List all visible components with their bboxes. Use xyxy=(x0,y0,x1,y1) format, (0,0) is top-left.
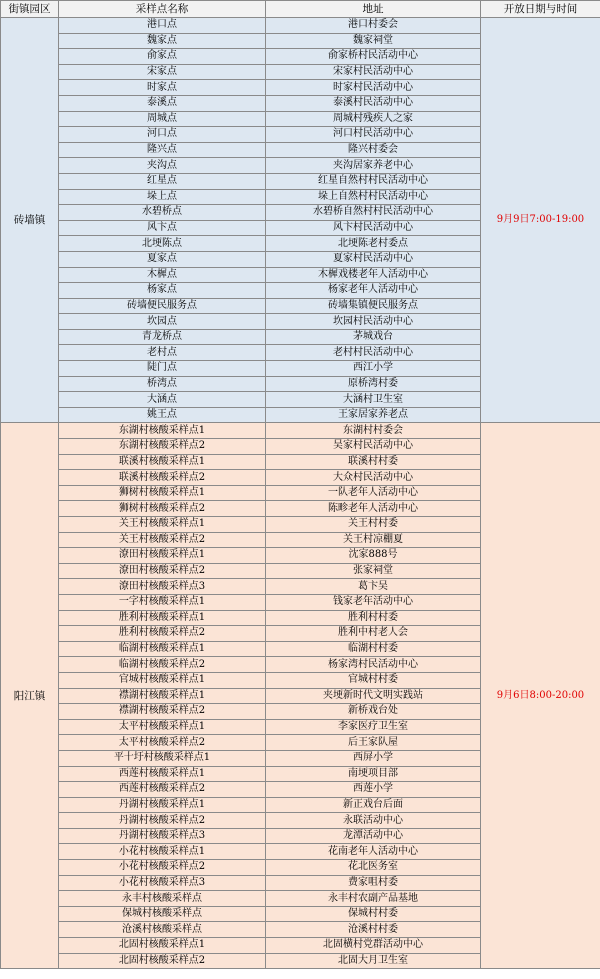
site-name-cell: 东湖村核酸采样点1 xyxy=(59,423,266,439)
address-cell: 时家村民活动中心 xyxy=(266,80,481,96)
site-name-cell: 关王村核酸采样点1 xyxy=(59,517,266,533)
address-cell: 新正戏台后面 xyxy=(266,797,481,813)
town-cell: 砖墙镇 xyxy=(1,18,59,423)
address-cell: 夹沟居家养老中心 xyxy=(266,158,481,174)
address-cell: 胜利中村老人会 xyxy=(266,626,481,642)
site-name-cell: 时家点 xyxy=(59,80,266,96)
header-town: 街镇园区 xyxy=(1,1,59,18)
address-cell: 俞家桥村民活动中心 xyxy=(266,49,481,65)
address-cell: 原桥湾村委 xyxy=(266,376,481,392)
site-name-cell: 沧溪村核酸采样点 xyxy=(59,922,266,938)
site-name-cell: 陡门点 xyxy=(59,361,266,377)
address-cell: 南埂项目部 xyxy=(266,766,481,782)
address-cell: 东湖村村委会 xyxy=(266,423,481,439)
site-name-cell: 襟湖村核酸采样点2 xyxy=(59,704,266,720)
site-name-cell: 红星点 xyxy=(59,173,266,189)
address-cell: 新桥戏台处 xyxy=(266,704,481,720)
site-name-cell: 水碧桥点 xyxy=(59,205,266,221)
site-name-cell: 一字村核酸采样点1 xyxy=(59,594,266,610)
site-name-cell: 小花村核酸采样点2 xyxy=(59,860,266,876)
address-cell: 魏家祠堂 xyxy=(266,33,481,49)
site-name-cell: 西莲村核酸采样点1 xyxy=(59,766,266,782)
site-name-cell: 胜利村核酸采样点1 xyxy=(59,610,266,626)
address-cell: 西屏小学 xyxy=(266,750,481,766)
address-cell: 杨家湾村民活动中心 xyxy=(266,657,481,673)
site-name-cell: 魏家点 xyxy=(59,33,266,49)
address-cell: 港口村委会 xyxy=(266,18,481,34)
site-name-cell: 北固村核酸采样点2 xyxy=(59,953,266,969)
header-open-time: 开放日期与时间 xyxy=(481,1,600,18)
site-name-cell: 狮树村核酸采样点2 xyxy=(59,501,266,517)
address-cell: 垛上自然村村民活动中心 xyxy=(266,189,481,205)
address-cell: 夹埂新时代文明实践站 xyxy=(266,688,481,704)
address-cell: 吴家村民活动中心 xyxy=(266,439,481,455)
site-name-cell: 坎园点 xyxy=(59,314,266,330)
site-name-cell: 北固村核酸采样点1 xyxy=(59,938,266,954)
address-cell: 北固大月卫生室 xyxy=(266,953,481,969)
address-cell: 北固横村党群活动中心 xyxy=(266,938,481,954)
site-name-cell: 泰溪点 xyxy=(59,95,266,111)
site-name-cell: 太平村核酸采样点2 xyxy=(59,735,266,751)
site-name-cell: 风卞点 xyxy=(59,220,266,236)
site-name-cell: 联溪村核酸采样点1 xyxy=(59,454,266,470)
table-row xyxy=(1,423,600,439)
site-name-cell: 临湖村核酸采样点2 xyxy=(59,657,266,673)
address-cell: 官城村村委 xyxy=(266,672,481,688)
site-name-cell: 胜利村核酸采样点2 xyxy=(59,626,266,642)
site-name-cell: 桥湾点 xyxy=(59,376,266,392)
site-name-cell: 砖墙便民服务点 xyxy=(59,298,266,314)
site-name-cell: 西莲村核酸采样点2 xyxy=(59,782,266,798)
site-name-cell: 保城村核酸采样点 xyxy=(59,906,266,922)
open-time-cell: 9月6日8:00-20:00 xyxy=(481,423,600,969)
site-name-cell: 丹湖村核酸采样点3 xyxy=(59,828,266,844)
address-cell: 夏家村民活动中心 xyxy=(266,251,481,267)
address-cell: 沈家888号 xyxy=(266,548,481,564)
address-cell: 水碧桥自然村村民活动中心 xyxy=(266,205,481,221)
address-cell: 保城村村委 xyxy=(266,906,481,922)
address-cell: 坎园村民活动中心 xyxy=(266,314,481,330)
site-name-cell: 木樨点 xyxy=(59,267,266,283)
site-name-cell: 官城村核酸采样点1 xyxy=(59,672,266,688)
address-cell: 花南老年人活动中心 xyxy=(266,844,481,860)
site-name-cell: 东湖村核酸采样点2 xyxy=(59,439,266,455)
site-name-cell: 潦田村核酸采样点1 xyxy=(59,548,266,564)
address-cell: 河口村民活动中心 xyxy=(266,127,481,143)
site-name-cell: 丹湖村核酸采样点2 xyxy=(59,813,266,829)
address-cell: 宋家村民活动中心 xyxy=(266,64,481,80)
address-cell: 关王村村委 xyxy=(266,517,481,533)
address-cell: 砖墙集镇便民服务点 xyxy=(266,298,481,314)
address-cell: 后王家队屋 xyxy=(266,735,481,751)
table-row xyxy=(1,18,600,34)
site-name-cell: 联溪村核酸采样点2 xyxy=(59,470,266,486)
site-name-cell: 宋家点 xyxy=(59,64,266,80)
address-cell: 联溪村村委 xyxy=(266,454,481,470)
address-cell: 钱家老年活动中心 xyxy=(266,594,481,610)
address-cell: 李家医疗卫生室 xyxy=(266,719,481,735)
site-name-cell: 杨家点 xyxy=(59,283,266,299)
site-name-cell: 周城点 xyxy=(59,111,266,127)
site-name-cell: 平十圩村核酸采样点1 xyxy=(59,750,266,766)
site-name-cell: 夹沟点 xyxy=(59,158,266,174)
site-name-cell: 俞家点 xyxy=(59,49,266,65)
address-cell: 花北医务室 xyxy=(266,860,481,876)
site-name-cell: 太平村核酸采样点1 xyxy=(59,719,266,735)
address-cell: 周城村残疾人之家 xyxy=(266,111,481,127)
site-name-cell: 襟湖村核酸采样点1 xyxy=(59,688,266,704)
site-name-cell: 老村点 xyxy=(59,345,266,361)
address-cell: 陈畛老年人活动中心 xyxy=(266,501,481,517)
address-cell: 隆兴村委会 xyxy=(266,142,481,158)
group-yangjiang xyxy=(1,423,600,969)
site-name-cell: 永丰村核酸采样点 xyxy=(59,891,266,907)
address-cell: 杨家老年人活动中心 xyxy=(266,283,481,299)
address-cell: 大众村民活动中心 xyxy=(266,470,481,486)
address-cell: 王家居家养老点 xyxy=(266,407,481,423)
site-name-cell: 关王村核酸采样点2 xyxy=(59,532,266,548)
site-name-cell: 姚王点 xyxy=(59,407,266,423)
header-address: 地址 xyxy=(266,1,481,18)
site-name-cell: 潦田村核酸采样点3 xyxy=(59,579,266,595)
site-name-cell: 垛上点 xyxy=(59,189,266,205)
town-cell: 阳江镇 xyxy=(1,423,59,969)
address-cell: 永丰村农副产品基地 xyxy=(266,891,481,907)
address-cell: 一队老年人活动中心 xyxy=(266,485,481,501)
header-row xyxy=(1,1,600,18)
open-time-cell: 9月9日7:00-19:00 xyxy=(481,18,600,423)
site-name-cell: 港口点 xyxy=(59,18,266,34)
address-cell: 沧溪村村委 xyxy=(266,922,481,938)
address-cell: 永联活动中心 xyxy=(266,813,481,829)
address-cell: 西江小学 xyxy=(266,361,481,377)
site-name-cell: 临湖村核酸采样点1 xyxy=(59,641,266,657)
address-cell: 西莲小学 xyxy=(266,782,481,798)
site-name-cell: 大涵点 xyxy=(59,392,266,408)
address-cell: 红星自然村村民活动中心 xyxy=(266,173,481,189)
address-cell: 茅城戏台 xyxy=(266,329,481,345)
address-cell: 泰溪村民活动中心 xyxy=(266,95,481,111)
site-name-cell: 河口点 xyxy=(59,127,266,143)
address-cell: 风卞村民活动中心 xyxy=(266,220,481,236)
site-name-cell: 夏家点 xyxy=(59,251,266,267)
address-cell: 大涵村卫生室 xyxy=(266,392,481,408)
address-cell: 葛卞吴 xyxy=(266,579,481,595)
address-cell: 木樨戏楼老年人活动中心 xyxy=(266,267,481,283)
site-name-cell: 潦田村核酸采样点2 xyxy=(59,563,266,579)
site-name-cell: 北埂陈点 xyxy=(59,236,266,252)
site-name-cell: 小花村核酸采样点3 xyxy=(59,875,266,891)
address-cell: 关王村凉棚夏 xyxy=(266,532,481,548)
address-cell: 临湖村村委 xyxy=(266,641,481,657)
group-zhuanqiang xyxy=(1,18,600,423)
address-cell: 龙潭活动中心 xyxy=(266,828,481,844)
address-cell: 胜利村村委 xyxy=(266,610,481,626)
address-cell: 张家祠堂 xyxy=(266,563,481,579)
site-name-cell: 丹湖村核酸采样点1 xyxy=(59,797,266,813)
address-cell: 老村村民活动中心 xyxy=(266,345,481,361)
site-name-cell: 青龙桥点 xyxy=(59,329,266,345)
address-cell: 费家咀村委 xyxy=(266,875,481,891)
header-site-name: 采样点名称 xyxy=(59,1,266,18)
site-name-cell: 狮树村核酸采样点1 xyxy=(59,485,266,501)
site-name-cell: 隆兴点 xyxy=(59,142,266,158)
address-cell: 北埂陈老村委点 xyxy=(266,236,481,252)
site-name-cell: 小花村核酸采样点1 xyxy=(59,844,266,860)
